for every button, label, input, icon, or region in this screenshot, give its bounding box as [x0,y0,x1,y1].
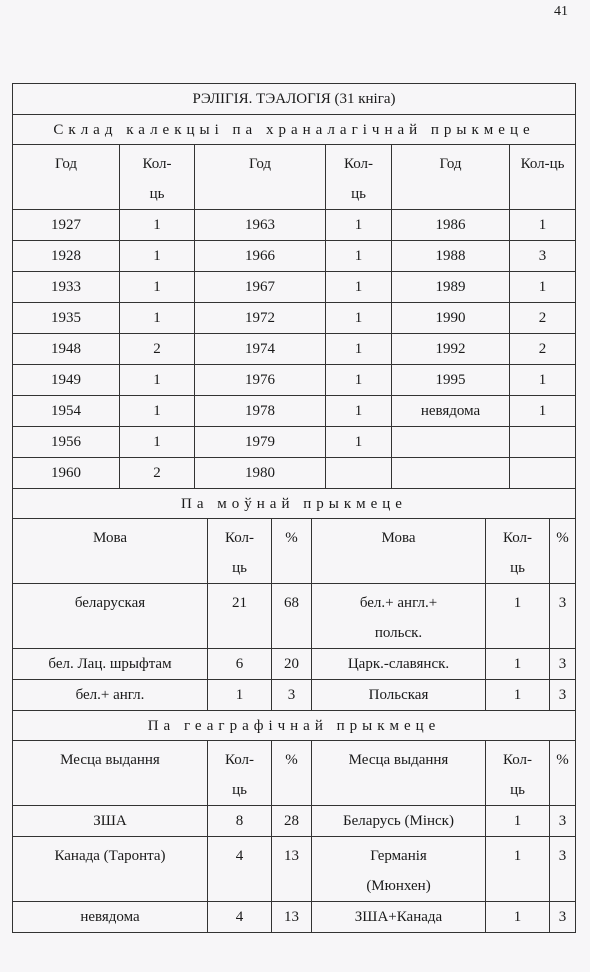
collection-table-wrapper [12,83,575,933]
table-row [13,680,576,711]
table-cell: 1 [486,680,550,711]
table-cell: 1978 [195,396,326,427]
table-cell [510,458,576,489]
table-cell [392,458,510,489]
table-cell: 13 [272,902,312,933]
table-row [13,584,576,649]
table-row [13,365,576,396]
table-cell: 1 [120,427,195,458]
table-row [13,272,576,303]
table-cell: 1 [486,649,550,680]
table-cell: 1 [486,584,550,649]
section-geo-title: Па геаграфічнай прыкмеце [13,711,576,741]
header-count: Кол- ць [486,519,550,584]
table-cell: 1 [326,365,392,396]
table-cell [392,427,510,458]
header-year: Год [13,145,120,210]
table-cell: 1 [326,396,392,427]
table-title: РЭЛІГІЯ. ТЭАЛОГІЯ (31 кніга) [13,84,576,115]
table-cell: 1 [208,680,272,711]
chrono-header-row [13,145,576,210]
lang-header-row [13,519,576,584]
table-row [13,396,576,427]
table-cell: 4 [208,837,272,902]
table-cell: 4 [208,902,272,933]
header-count: Кол-ць [510,145,576,210]
table-cell [510,427,576,458]
table-cell: 1986 [392,210,510,241]
table-cell [326,458,392,489]
header-count: Кол- ць [120,145,195,210]
table-cell: 1956 [13,427,120,458]
table-row [13,334,576,365]
table-cell: 68 [272,584,312,649]
table-cell: 6 [208,649,272,680]
table-cell: невядома [13,902,208,933]
lang-table [12,488,576,711]
table-cell: 1974 [195,334,326,365]
table-cell: 3 [550,806,576,837]
table-cell: 2 [510,334,576,365]
table-row [13,210,576,241]
section-lang-title: Па моўнай прыкмеце [13,489,576,519]
table-cell: беларуская [13,584,208,649]
table-cell: 1992 [392,334,510,365]
table-cell: 2 [120,334,195,365]
table-cell: 1 [120,272,195,303]
table-cell: 1948 [13,334,120,365]
table-cell: 3 [550,680,576,711]
table-cell: бел. Лац. шрыфтам [13,649,208,680]
table-cell: 1935 [13,303,120,334]
section-chrono-title: Склад калекцыі па храналагічнай прыкмеце [13,115,576,145]
table-cell: бел.+ англ.+ польск. [312,584,486,649]
table-cell: 1933 [13,272,120,303]
header-count: Кол- ць [326,145,392,210]
header-count: Кол- ць [208,741,272,806]
header-pct: % [550,519,576,584]
header-count: Кол- ць [208,519,272,584]
table-cell: 1 [486,806,550,837]
table-cell: Беларусь (Мінск) [312,806,486,837]
table-cell: 1976 [195,365,326,396]
table-row [13,458,576,489]
table-cell: 1966 [195,241,326,272]
table-cell: 2 [510,303,576,334]
table-cell: Германія (Мюнхен) [312,837,486,902]
table-cell: 1963 [195,210,326,241]
table-cell: 1 [120,210,195,241]
table-row [13,427,576,458]
table-cell: 2 [120,458,195,489]
table-cell: 1 [120,241,195,272]
table-cell: 28 [272,806,312,837]
table-cell: 1990 [392,303,510,334]
table-cell: 1980 [195,458,326,489]
header-year: Год [392,145,510,210]
table-cell: 1954 [13,396,120,427]
table-cell: 1949 [13,365,120,396]
header-count: Кол- ць [486,741,550,806]
table-row [13,649,576,680]
table-cell: 3 [550,584,576,649]
table-row [13,806,576,837]
table-cell: 3 [550,902,576,933]
table-row [13,303,576,334]
chrono-table [12,83,576,489]
table-cell: 1979 [195,427,326,458]
table-cell: 8 [208,806,272,837]
table-cell: бел.+ англ. [13,680,208,711]
table-cell: 1 [326,427,392,458]
table-row [13,902,576,933]
header-pct: % [272,519,312,584]
header-pct: % [550,741,576,806]
table-cell: ЗША [13,806,208,837]
table-cell: 1 [120,303,195,334]
table-cell: 1989 [392,272,510,303]
table-cell: невядома [392,396,510,427]
header-place: Месца выдання [13,741,208,806]
table-cell: 1 [326,272,392,303]
header-lang: Мова [13,519,208,584]
header-place: Месца выдання [312,741,486,806]
table-cell: 1960 [13,458,120,489]
table-cell: Польская [312,680,486,711]
table-cell: 1972 [195,303,326,334]
lang-body [13,584,576,711]
table-cell: Канада (Таронта) [13,837,208,902]
header-year: Год [195,145,326,210]
table-cell: 1 [326,303,392,334]
table-cell: 3 [550,837,576,902]
table-cell: Царк.-славянск. [312,649,486,680]
table-cell: 1 [510,365,576,396]
table-cell: 1928 [13,241,120,272]
chrono-body [13,210,576,489]
table-cell: 1 [510,272,576,303]
table-cell: 3 [510,241,576,272]
table-cell: 1 [510,210,576,241]
geo-header-row [13,741,576,806]
page-number: 41 [554,4,568,19]
table-row [13,837,576,902]
table-cell: 13 [272,837,312,902]
table-cell: 1 [120,396,195,427]
table-cell: 1 [510,396,576,427]
table-cell: 1 [486,902,550,933]
table-cell: 1988 [392,241,510,272]
table-cell: 1 [326,334,392,365]
table-row [13,241,576,272]
table-cell: 1995 [392,365,510,396]
table-cell: 1 [326,210,392,241]
table-cell: 20 [272,649,312,680]
table-cell: 3 [272,680,312,711]
table-cell: ЗША+Канада [312,902,486,933]
table-cell: 1 [326,241,392,272]
header-lang: Мова [312,519,486,584]
table-cell: 21 [208,584,272,649]
header-pct: % [272,741,312,806]
table-cell: 1 [120,365,195,396]
table-cell: 3 [550,649,576,680]
table-cell: 1927 [13,210,120,241]
geo-table [12,710,576,933]
table-cell: 1 [486,837,550,902]
geo-body [13,806,576,933]
table-cell: 1967 [195,272,326,303]
